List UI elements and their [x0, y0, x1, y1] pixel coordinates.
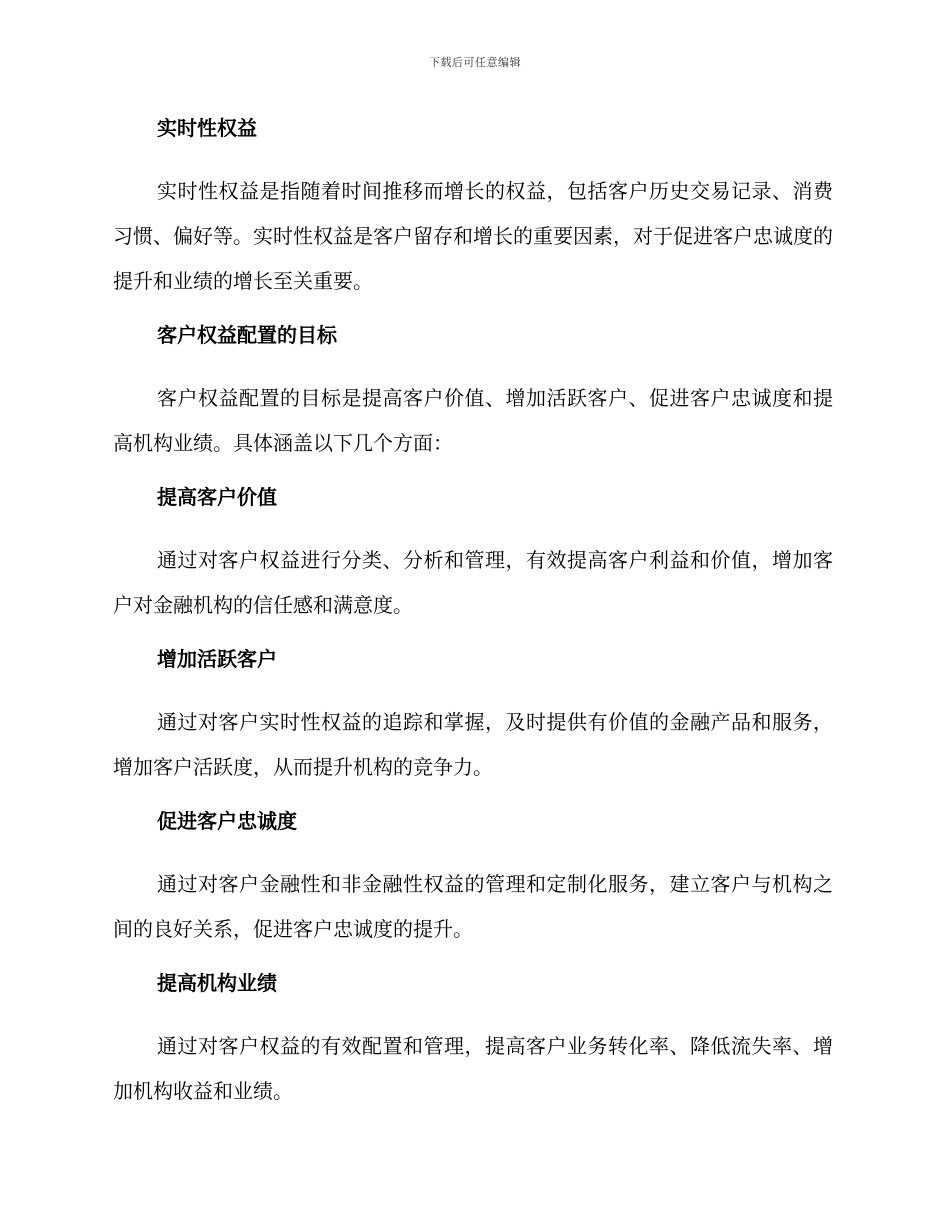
- section-heading: 实时性权益: [157, 116, 257, 140]
- section-increase-value: [113, 480, 833, 642]
- section-heading: 提高客户价值: [157, 485, 277, 509]
- section-paragraph: 通过对客户金融性和非金融性权益的管理和定制化服务，建立客户与机构之间的良好关系，促进客户忠诚度的提升。: [113, 872, 833, 941]
- section-heading: 增加活跃客户: [157, 647, 277, 671]
- section-heading: 促进客户忠诚度: [157, 809, 297, 833]
- section-realtime-rights: [113, 111, 833, 318]
- section-heading: 提高机构业绩: [157, 971, 277, 995]
- section-performance: [113, 966, 833, 1114]
- document-body: [113, 111, 833, 1114]
- page-header-note: 下载后可任意编辑: [429, 56, 521, 69]
- section-paragraph: 实时性权益是指随着时间推移而增长的权益，包括客户历史交易记录、消费习惯、偏好等。实时性权益是客户留存和增长的重要因素，对于促进客户忠诚度的提升和业绩的增长至关重要。: [113, 179, 833, 293]
- section-paragraph: 客户权益配置的目标是提高客户价值、增加活跃客户、促进客户忠诚度和提高机构业绩。具体涵盖以下几个方面：: [113, 386, 833, 455]
- section-paragraph: 通过对客户实时性权益的追踪和掌握，及时提供有价值的金融产品和服务，增加客户活跃度，从而提升机构的竞争力。: [113, 710, 833, 779]
- section-heading: 客户权益配置的目标: [157, 323, 337, 347]
- section-loyalty: [113, 804, 833, 966]
- section-paragraph: 通过对客户权益进行分类、分析和管理，有效提高客户利益和价值，增加客户对金融机构的信任感和满意度。: [113, 548, 833, 617]
- section-config-goals: [113, 318, 833, 480]
- section-paragraph: 通过对客户权益的有效配置和管理，提高客户业务转化率、降低流失率、增加机构收益和业绩。: [113, 1034, 833, 1103]
- section-active-customers: [113, 642, 833, 804]
